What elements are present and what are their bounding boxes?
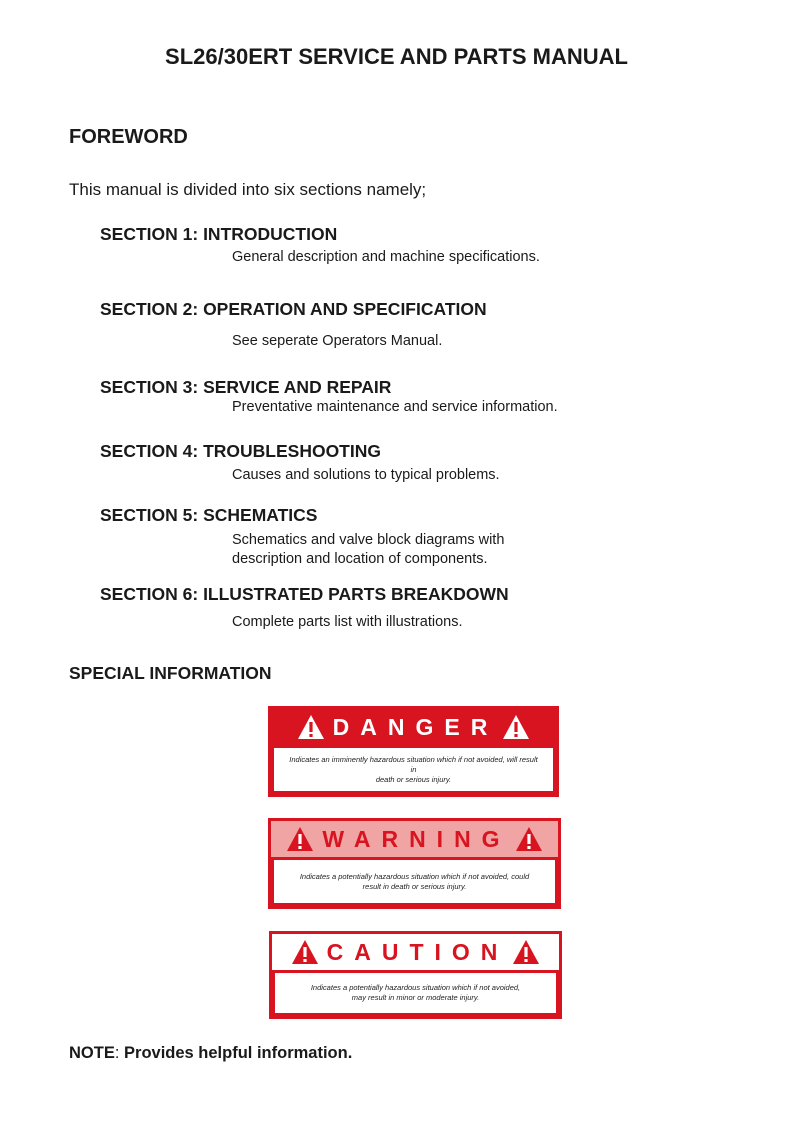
warning-triangle-icon [286,826,314,852]
warning-triangle-icon [515,826,543,852]
section-2-description: See seperate Operators Manual. [232,333,443,349]
note-label: NOTE [69,1044,115,1062]
page-title: SL26/30ERT SERVICE AND PARTS MANUAL [165,44,628,69]
warning-sign [268,818,561,909]
foreword-intro: This manual is divided into six sections namely; [69,180,427,199]
section-1-heading: SECTION 1: INTRODUCTION [100,224,338,244]
caution-sign-header [272,934,559,970]
warning-triangle-icon [297,714,325,740]
section-3-description: Preventative maintenance and service information. [232,399,558,415]
warning-word: WARNING [322,825,511,852]
section-4-description: Causes and solutions to typical problems. [232,467,500,483]
note-separator: : [114,1044,120,1062]
section-1-description: General description and machine specifications. [232,249,540,265]
note-text: Provides helpful information. [119,1044,353,1062]
danger-description: Indicates an imminently hazardous situation which if not avoided, will result in death or serious injury. [274,748,553,791]
special-information-heading: SPECIAL INFORMATION [69,663,272,683]
danger-sign [268,706,559,797]
note-line [69,1044,352,1063]
section-6-heading: SECTION 6: ILLUSTRATED PARTS BREAKDOWN [100,584,509,604]
section-2-heading: SECTION 2: OPERATION AND SPECIFICATION [100,299,487,319]
warning-sign-header [271,821,558,857]
section-5-description: Schematics and valve block diagrams with description and location of components. [232,532,505,567]
caution-description: Indicates a potentially hazardous situation which if not avoided, may result in minor or moderate injury. [275,973,556,1013]
caution-sign [269,931,562,1019]
section-6-description: Complete parts list with illustrations. [232,614,463,630]
section-5-heading: SECTION 5: SCHEMATICS [100,505,318,525]
warning-triangle-icon [502,714,530,740]
foreword-heading: FOREWORD [69,126,188,148]
danger-word: DANGER [332,713,499,740]
warning-triangle-icon [291,939,319,965]
section-3-heading: SECTION 3: SERVICE AND REPAIR [100,377,392,397]
caution-word: CAUTION [326,938,509,965]
section-4-heading: SECTION 4: TROUBLESHOOTING [100,441,381,461]
danger-sign-header [271,709,556,745]
warning-triangle-icon [512,939,540,965]
warning-description: Indicates a potentially hazardous situation which if not avoided, could result in death or serious injury. [274,860,555,903]
